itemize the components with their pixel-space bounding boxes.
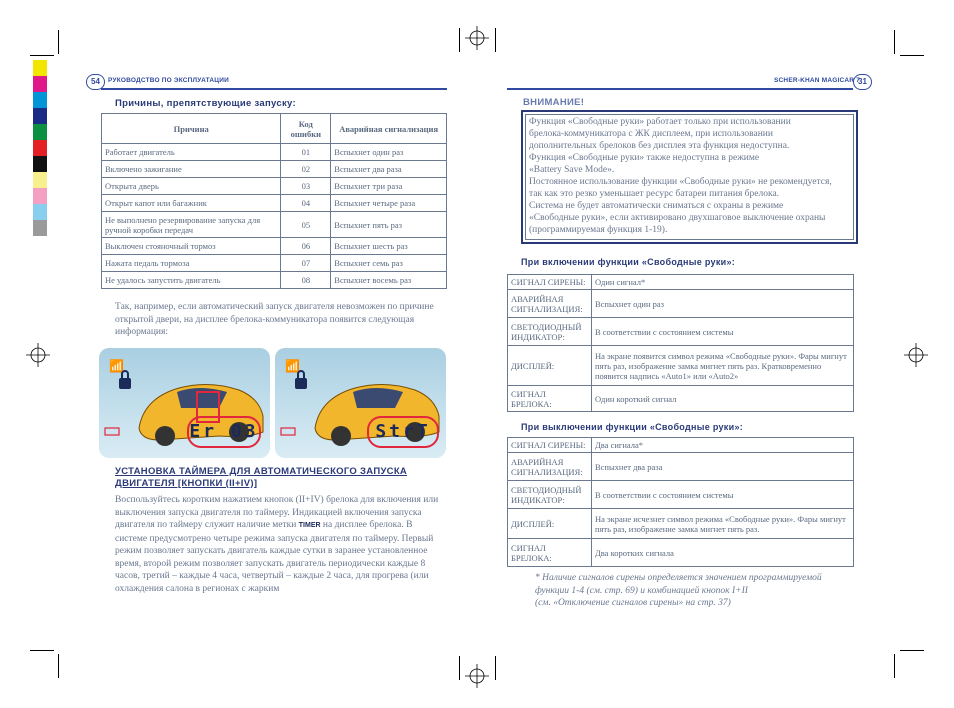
crop-mark bbox=[894, 30, 895, 54]
causes-table bbox=[101, 113, 447, 289]
row-value: Два коротких сигнала bbox=[591, 539, 853, 567]
cause-cell: Открыта дверь bbox=[102, 178, 281, 195]
row-value: Один сигнал* bbox=[591, 275, 853, 290]
warning-line: Функция «Свободные руки» работает только при использовании bbox=[529, 117, 791, 127]
row-label: СВЕТОДИОДНЫЙ ИНДИКАТОР: bbox=[508, 318, 592, 346]
table-row bbox=[102, 238, 447, 255]
row-label: СВЕТОДИОДНЫЙ ИНДИКАТОР: bbox=[508, 481, 592, 509]
alarm-cell: Вспыхнет четыре раза bbox=[331, 195, 447, 212]
crop-mark bbox=[894, 654, 895, 678]
code-cell: 08 bbox=[281, 272, 331, 289]
table-row bbox=[102, 272, 447, 289]
table-row bbox=[102, 255, 447, 272]
table-row bbox=[508, 509, 854, 539]
table-row bbox=[102, 144, 447, 161]
cause-cell: Не выполнено резервирование запуска для ручной коробки передач bbox=[102, 212, 281, 238]
row-label: СИГНАЛ СИРЕНЫ: bbox=[508, 438, 592, 453]
table-row bbox=[508, 453, 854, 481]
cause-cell: Выключен стояночный тормоз bbox=[102, 238, 281, 255]
battery-icon bbox=[105, 428, 119, 435]
antenna-icon: 📶 bbox=[109, 359, 124, 373]
registration-mark-bottom bbox=[465, 664, 489, 688]
timer-section-title: УСТАНОВКА ТАЙМЕРА ДЛЯ АВТОМАТИЧЕСКОГО ЗАПУСКА ДВИГАТЕЛЯ [КНОПКИ (II+IV)] bbox=[115, 466, 408, 489]
warning-line: (программируемая функция 1-19). bbox=[529, 225, 668, 235]
crop-mark bbox=[495, 656, 496, 680]
alarm-cell: Вспыхнет два раза bbox=[331, 161, 447, 178]
table-row bbox=[102, 195, 447, 212]
table-header-cause: Причина bbox=[102, 114, 281, 144]
alarm-cell: Вспыхнет шесть раз bbox=[331, 238, 447, 255]
cause-cell: Работает двигатель bbox=[102, 144, 281, 161]
registration-mark-left bbox=[26, 343, 50, 367]
code-cell: 05 bbox=[281, 212, 331, 238]
row-label: АВАРИЙНАЯ СИГНАЛИЗАЦИЯ: bbox=[508, 290, 592, 318]
timer-paragraph: Воспользуйтесь коротким нажатием кнопок (II+IV) брелока для включения или выключения запуска двигателя по таймеру. Индикацией включения запуска двигателя по таймеру служит наличие метки TIMER на дисплее брелока. В системе предусмотрено четыре режима запуска двигателя по таймеру. Первый режим позволяет запускать двигатель каждые сутки в заранее установленное время, второй режим позволяет запускать двигатель периодически каждые 8 часов, третий – каждые 4 часа, четвертый – каждые 2 часа, для прогрева (или охлаждения салона в регионах с жарким bbox=[115, 495, 439, 594]
table-row bbox=[102, 212, 447, 238]
page-header-left: РУКОВОДСТВО ПО ЭКСПЛУАТАЦИИ bbox=[108, 77, 229, 84]
alarm-cell: Вспыхнет три раза bbox=[331, 178, 447, 195]
row-value: В соответствии с состоянием системы bbox=[591, 318, 853, 346]
warning-line: «Свободные руки», если активировано двухшаговое выключение охраны bbox=[529, 213, 826, 223]
alarm-cell: Вспыхнет пять раз bbox=[331, 212, 447, 238]
registration-mark-top bbox=[465, 26, 489, 50]
row-label: СИГНАЛ БРЕЛОКА: bbox=[508, 386, 592, 412]
section-title-causes: Причины, препятствующие запуску: bbox=[115, 98, 296, 109]
footnote bbox=[535, 572, 822, 610]
row-value: Вспыхнет два раза bbox=[591, 453, 853, 481]
code-cell: 07 bbox=[281, 255, 331, 272]
alarm-cell: Вспыхнет один раз bbox=[331, 144, 447, 161]
registration-mark-right bbox=[904, 343, 928, 367]
row-value: На экране появится символ режима «Свободные руки». Фары мигнут пять раз, изображение замка мигнет пять раз. Кратковременно появится надпись «Auto1» или «Auto2» bbox=[591, 346, 853, 386]
off-section-title: При выключении функции «Свободные руки»: bbox=[521, 422, 744, 432]
page-number-right: 31 bbox=[853, 74, 872, 90]
row-value: В соответствии с состоянием системы bbox=[591, 481, 853, 509]
table-header-code: Код ошибки bbox=[281, 114, 331, 144]
code-cell: 01 bbox=[281, 144, 331, 161]
warning-line: Постоянное использование функции «Свободные руки» не рекомендуется, bbox=[529, 177, 832, 187]
warning-line: «Battery Save Mode». bbox=[529, 165, 615, 175]
warning-line: дополнительных брелоков без дисплея эта функция недоступна. bbox=[529, 141, 790, 151]
header-rule-right bbox=[507, 88, 853, 90]
cause-cell: Открыт капот или багажник bbox=[102, 195, 281, 212]
battery-icon bbox=[281, 428, 295, 435]
antenna-icon: 📶 bbox=[285, 359, 300, 373]
code-cell: 04 bbox=[281, 195, 331, 212]
alarm-cell: Вспыхнет восемь раз bbox=[331, 272, 447, 289]
crop-mark bbox=[459, 28, 460, 52]
warning-text bbox=[525, 114, 854, 240]
header-rule-left bbox=[101, 88, 447, 90]
footnote-line: функции 1-4 (см. стр. 69) и комбинацией кнопок I+II bbox=[535, 585, 748, 596]
table-row bbox=[508, 318, 854, 346]
crop-mark bbox=[900, 55, 924, 56]
row-label: ДИСПЛЕЙ: bbox=[508, 346, 592, 386]
table-row bbox=[508, 539, 854, 567]
cause-cell: Не удалось запустить двигатель bbox=[102, 272, 281, 289]
table-row bbox=[102, 178, 447, 195]
row-label: ДИСПЛЕЙ: bbox=[508, 509, 592, 539]
warning-box bbox=[521, 110, 858, 244]
alarm-cell: Вспыхнет семь раз bbox=[331, 255, 447, 272]
row-label: АВАРИЙНАЯ СИГНАЛИЗАЦИЯ: bbox=[508, 453, 592, 481]
row-value: На экране исчезнет символ режима «Свободные руки». Фары мигнут пять раз, изображение замка мигнет пять раз. bbox=[591, 509, 853, 539]
code-cell: 03 bbox=[281, 178, 331, 195]
table-row bbox=[508, 481, 854, 509]
timer-badge: TIMER bbox=[298, 522, 321, 529]
fob-display-start bbox=[275, 348, 446, 458]
cause-cell: Включено зажигание bbox=[102, 161, 281, 178]
page-header-right: SCHER-KHAN MAGICAR 7 bbox=[774, 77, 860, 84]
cause-cell: Нажата педаль тормоза bbox=[102, 255, 281, 272]
code-cell: 02 bbox=[281, 161, 331, 178]
row-value: Вспыхнет один раз bbox=[591, 290, 853, 318]
fob-display-error bbox=[99, 348, 270, 458]
table-row bbox=[508, 438, 854, 453]
off-table bbox=[507, 437, 854, 567]
row-value: Один короткий сигнал bbox=[591, 386, 853, 412]
table-row bbox=[508, 275, 854, 290]
footnote-line: * Наличие сигналов сирены определяется значением программируемой bbox=[535, 573, 822, 583]
warning-line: Система не будет автоматически сниматься с охраны в режиме bbox=[529, 201, 784, 211]
table-row bbox=[508, 346, 854, 386]
page-number-left: 54 bbox=[86, 74, 105, 90]
lcd-start-text: StrT bbox=[367, 416, 439, 448]
on-table bbox=[507, 274, 854, 412]
lock-icon bbox=[119, 378, 131, 389]
footnote-line: (см. «Отключение сигналов сирены» на стр. 37) bbox=[535, 598, 731, 608]
table-row bbox=[508, 290, 854, 318]
lock-icon bbox=[295, 378, 307, 389]
row-value: Два сигнала* bbox=[591, 438, 853, 453]
lcd-error-code: Er 03 bbox=[187, 416, 261, 448]
crop-mark bbox=[900, 650, 924, 651]
example-paragraph: Так, например, если автоматический запуск двигателя невозможен по причине открытой двери, на дисплее брелока-коммуникатора появится следующая информация: bbox=[115, 302, 434, 337]
row-label: СИГНАЛ СИРЕНЫ: bbox=[508, 275, 592, 290]
table-header-alarm: Аварийная сигнализация bbox=[331, 114, 447, 144]
crop-mark bbox=[30, 650, 54, 651]
crop-mark bbox=[58, 30, 59, 54]
crop-mark bbox=[459, 656, 460, 680]
warning-line: Функция «Свободные руки» также недоступна в режиме bbox=[529, 153, 760, 163]
warning-title: ВНИМАНИЕ! bbox=[523, 97, 585, 108]
table-row bbox=[508, 386, 854, 412]
warning-line: брелока-коммуникатора с ЖК дисплеем, при использовании bbox=[529, 129, 773, 139]
code-cell: 06 bbox=[281, 238, 331, 255]
warning-line: так как это резко уменьшает ресурс батареи питания брелока. bbox=[529, 189, 780, 199]
on-section-title: При включении функции «Свободные руки»: bbox=[521, 257, 736, 267]
row-label: СИГНАЛ БРЕЛОКА: bbox=[508, 539, 592, 567]
crop-mark bbox=[58, 654, 59, 678]
table-row bbox=[102, 161, 447, 178]
crop-mark bbox=[30, 55, 54, 56]
crop-mark bbox=[495, 28, 496, 52]
